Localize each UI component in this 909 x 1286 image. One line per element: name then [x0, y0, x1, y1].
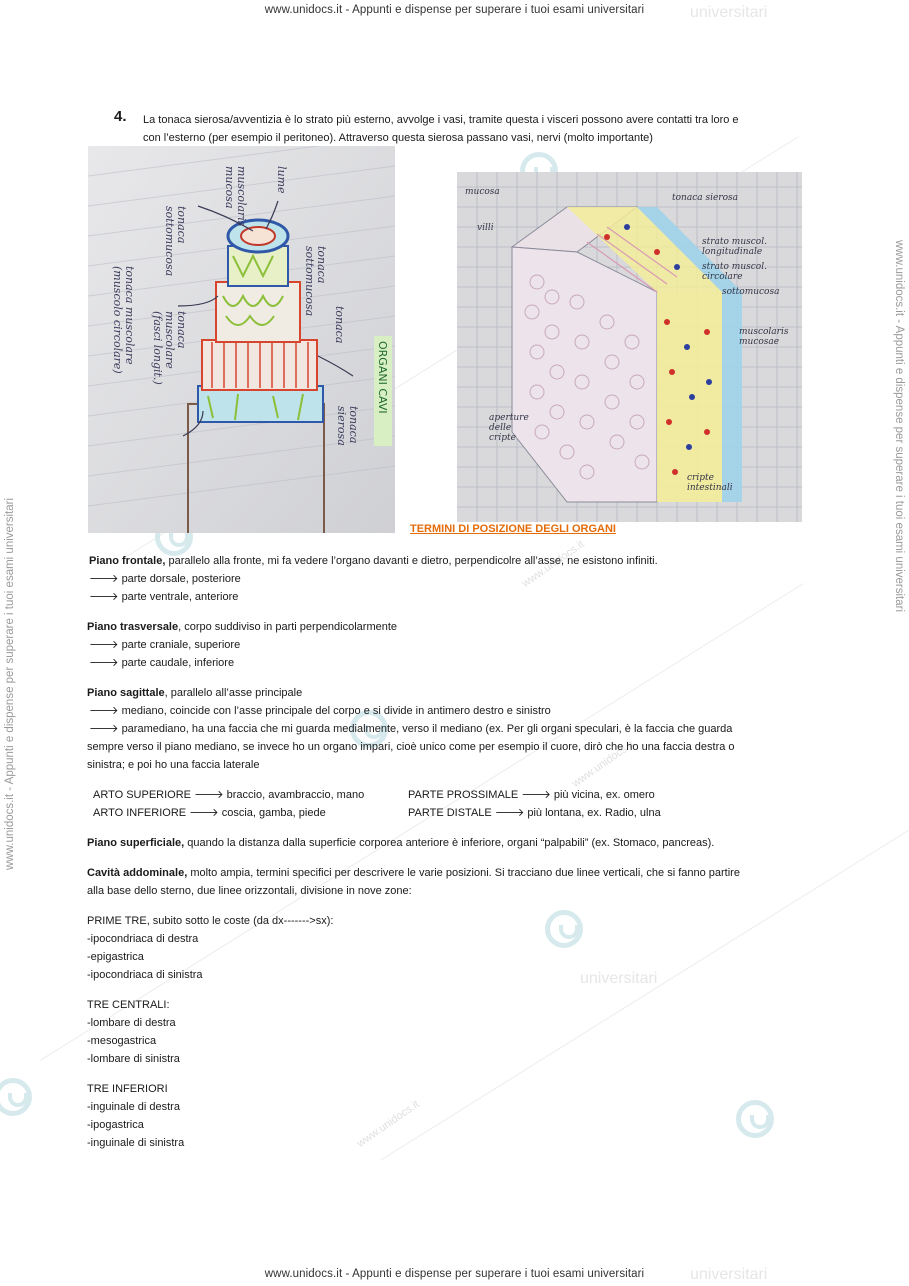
footer-watermark[interactable]	[0, 1268, 909, 1280]
svg-text:tonaca: tonaca	[315, 246, 328, 284]
svg-text:tonaca: tonaca	[175, 311, 188, 349]
list-item: -inguinale di sinistra	[87, 1137, 185, 1149]
svg-text:cripte: cripte	[687, 473, 714, 483]
svg-text:villi: villi	[477, 223, 494, 233]
term-sagittale: Piano sagittale	[87, 687, 165, 699]
section-title: TERMINI DI POSIZIONE DEGLI ORGANI	[410, 523, 616, 535]
list-title: TRE INFERIORI	[87, 1083, 168, 1095]
svg-text:strato muscol.: strato muscol.	[702, 262, 767, 272]
unidocs-logo-icon	[0, 1078, 32, 1116]
list-item: 🡒 parte craniale, superiore	[89, 639, 241, 651]
arto-inferiore: ARTO INFERIORE 🡒 coscia, gamba, piede	[93, 807, 326, 819]
list-item: -lombare di destra	[87, 1017, 176, 1029]
paragraph-line: La tonaca sierosa/avventizia è lo strato più esterno, avvolge i vasi, tramite questa i visceri possono avere contatti tra loro e	[143, 114, 739, 126]
svg-text:tonaca sierosa: tonaca sierosa	[672, 193, 738, 203]
svg-text:aperture: aperture	[489, 413, 529, 423]
svg-text:sottomucosa: sottomucosa	[722, 287, 780, 297]
paragraph-line: sempre verso il piano mediano, se invece ho un organo impari, cioè unico come per esempio il cuore, dirò che ho una faccia destra o	[87, 741, 735, 753]
svg-text:sottomucosa: sottomucosa	[303, 246, 316, 317]
svg-text:(fasci longit.): (fasci longit.)	[151, 311, 164, 385]
svg-text:tonaca: tonaca	[333, 306, 346, 344]
arrow-right-icon: 🡒	[494, 807, 525, 819]
arto-superiore: ARTO SUPERIORE 🡒 braccio, avambraccio, mano	[93, 789, 365, 801]
svg-text:muscolaris: muscolaris	[235, 166, 248, 227]
paragraph-line: con l’esterno (per esempio il peritoneo). Attraverso questa sierosa passano vasi, nervi (molto importante)	[143, 132, 653, 144]
text-addominale: molto ampia, termini specifici per descrivere le varie posizioni. Si tracciano due linee verticali, che si fanno partire	[187, 867, 740, 879]
list-item: -ipocondriaca di sinistra	[87, 969, 203, 981]
list-number: 4.	[114, 108, 127, 125]
paragraph-sagittale	[87, 684, 302, 702]
svg-text:tonaca: tonaca	[347, 406, 360, 444]
term-frontale: Piano frontale,	[89, 555, 166, 567]
svg-text:muscolare: muscolare	[163, 311, 176, 369]
list-title: TRE CENTRALI:	[87, 999, 170, 1011]
text-frontale: parallelo alla fronte, mi fa vedere l’organo davanti e dietro, perpendicolre all’asse, ne esistono infiniti.	[165, 555, 658, 567]
term-trasversale: Piano trasversale	[87, 621, 179, 633]
text-superficiale: quando la distanza dalla superficie corporea anteriore è inferiore, organi “palpabili” (ex. Stomaco, pancreas).	[184, 837, 715, 849]
paragraph-line: sinistra; e poi ho una faccia laterale	[87, 759, 260, 771]
term-superficiale: Piano superficiale,	[87, 837, 185, 849]
watermark-diagonal-text: www.unidocs.it	[355, 1098, 422, 1150]
watermark-diagonal-text: www.unidocs.it	[570, 738, 637, 790]
arrow-right-icon: 🡒	[89, 705, 119, 717]
list-title: PRIME TRE, subito sotto le coste (da dx------->sx):	[87, 915, 334, 927]
side-watermark-right: www.unidocs.it - Appunti e dispense per superare i tuoi esami universitari	[893, 240, 905, 613]
list-item: 🡒 parte dorsale, posteriore	[89, 573, 241, 585]
watermark-diagonal-text: www.unidocs.it	[520, 538, 587, 590]
list-item: -epigastrica	[87, 951, 144, 963]
svg-text:intestinali: intestinali	[687, 483, 733, 493]
paragraph-superficiale	[87, 834, 714, 852]
arrow-right-icon: 🡒	[189, 807, 219, 819]
diagram-left-photo	[88, 146, 395, 533]
svg-text:mucosa: mucosa	[465, 187, 500, 197]
arrow-right-icon: 🡒	[521, 789, 551, 801]
side-watermark-left: www.unidocs.it - Appunti e dispense per superare i tuoi esami universitari	[4, 497, 16, 870]
svg-text:ORGANI CAVI: ORGANI CAVI	[376, 341, 389, 414]
svg-text:lume: lume	[275, 166, 288, 194]
list-item: 🡒 mediano, coincide con l’asse principale del corpo e si divide in antimero destro e sinistro	[89, 705, 551, 717]
list-item: 🡒 parte caudale, inferiore	[89, 657, 235, 669]
text-trasversale: , corpo suddiviso in parti perpendicolarmente	[178, 621, 398, 633]
list-item: -inguinale di destra	[87, 1101, 180, 1113]
arrow-right-icon: 🡒	[89, 639, 119, 651]
svg-text:mucosae: mucosae	[739, 337, 780, 347]
svg-text:circolare: circolare	[702, 272, 743, 282]
list-item: 🡒 paramediano, ha una faccia che mi guarda medialmente, verso il mediano (ex. Per gli organi speculari, è la faccia che guarda	[89, 723, 733, 735]
term-addominale: Cavità addominale,	[87, 867, 188, 879]
svg-text:tonaca: tonaca	[175, 206, 188, 244]
svg-text:longitudinale: longitudinale	[702, 247, 763, 257]
paragraph-trasversale	[87, 618, 397, 636]
svg-text:sierosa: sierosa	[335, 406, 348, 446]
paragraph-addominale	[87, 864, 740, 882]
footer-watermark-text: www.unidocs.it - Appunti e dispense per superare i tuoi esami universitari	[264, 1268, 645, 1280]
text-sagittale: , parallelo all’asse principale	[164, 687, 303, 699]
unidocs-logo-icon	[736, 1100, 774, 1138]
parte-prossimale: PARTE PROSSIMALE 🡒 più vicina, ex. omero	[408, 789, 655, 801]
svg-text:muscolaris: muscolaris	[739, 327, 789, 337]
diagram-right-photo	[457, 172, 802, 522]
paragraph-line: alla base dello sterno, due linee orizzontali, divisione in nove zone:	[87, 885, 412, 897]
svg-text:delle: delle	[489, 423, 512, 433]
unidocs-logo-icon	[545, 910, 583, 948]
arrow-right-icon: 🡒	[89, 723, 119, 735]
list-item: -lombare di sinistra	[87, 1053, 180, 1065]
list-item: -ipogastrica	[87, 1119, 144, 1131]
arrow-right-icon: 🡒	[89, 591, 119, 603]
watermark-ghost-text: universitari	[690, 4, 768, 21]
svg-text:tonaca muscolare: tonaca muscolare	[123, 266, 136, 365]
arrow-right-icon: 🡒	[89, 657, 119, 669]
list-item: -mesogastrica	[87, 1035, 157, 1047]
svg-text:mucosa: mucosa	[223, 166, 236, 209]
svg-text:cripte: cripte	[489, 433, 516, 443]
list-item: -ipocondriaca di destra	[87, 933, 199, 945]
header-watermark-text: www.unidocs.it - Appunti e dispense per superare i tuoi esami universitari	[264, 4, 645, 16]
list-item: 🡒 parte ventrale, anteriore	[89, 591, 239, 603]
watermark-ghost-text: universitari	[690, 1266, 768, 1283]
watermark-ghost-text: universitari	[580, 970, 658, 987]
svg-text:strato muscol.: strato muscol.	[702, 237, 767, 247]
arrow-right-icon: 🡒	[89, 573, 119, 585]
header-watermark[interactable]	[0, 4, 909, 16]
arrow-right-icon: 🡒	[194, 789, 224, 801]
svg-text:(muscolo circolare): (muscolo circolare)	[111, 266, 124, 374]
parte-distale: PARTE DISTALE 🡒 più lontana, ex. Radio, ulna	[408, 807, 661, 819]
paragraph-frontale	[89, 552, 658, 570]
svg-text:sottomucosa: sottomucosa	[163, 206, 176, 277]
